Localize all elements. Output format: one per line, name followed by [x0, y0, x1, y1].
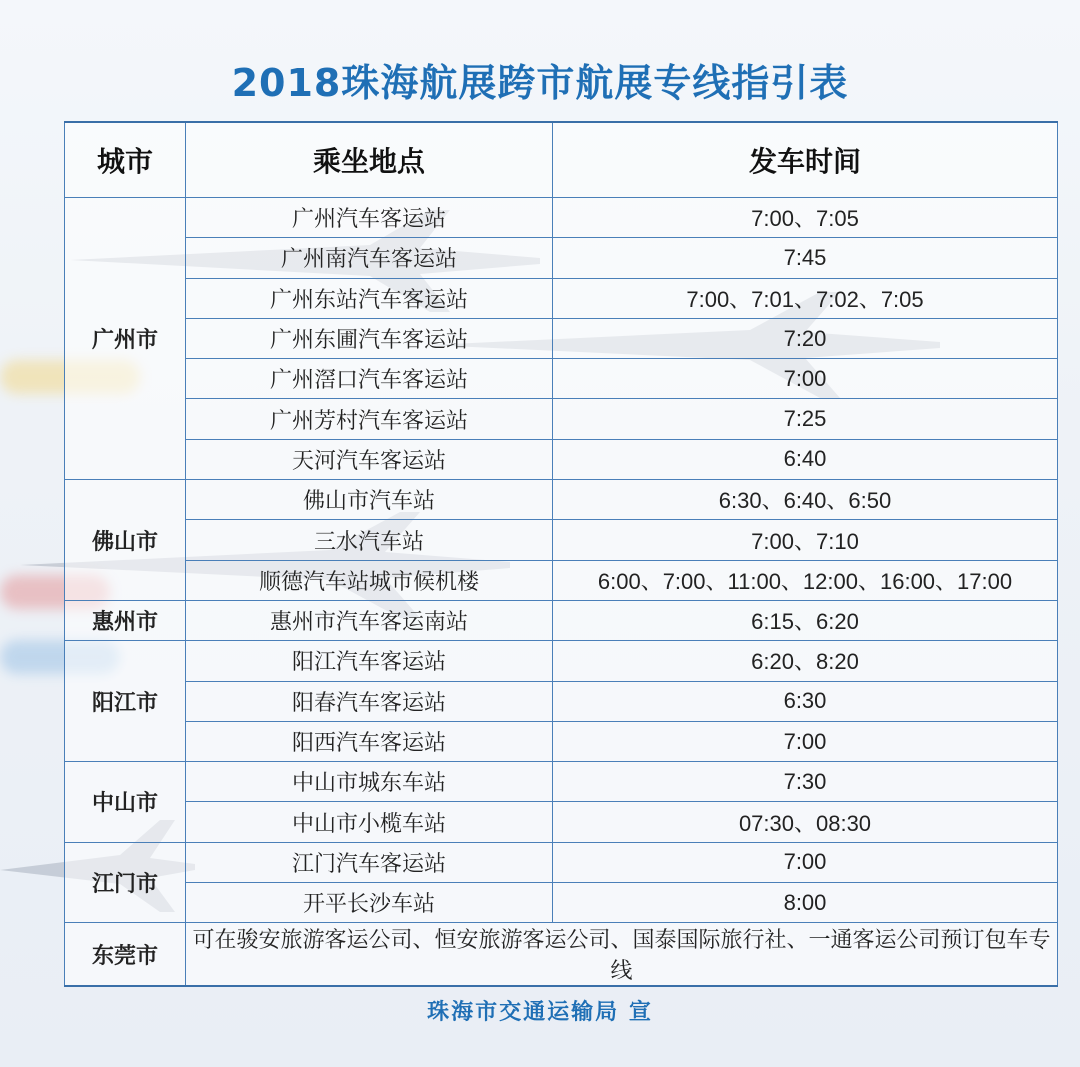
city-cell: 中山市 — [65, 762, 186, 843]
table-row — [65, 560, 1058, 600]
header-time: 发车时间 — [553, 122, 1058, 198]
schedule-table — [64, 121, 1058, 987]
boarding-place-cell: 中山市小榄车站 — [186, 802, 553, 842]
boarding-place-cell: 惠州市汽车客运南站 — [186, 600, 553, 640]
table-row — [65, 439, 1058, 479]
departure-time-cell: 7:45 — [553, 238, 1058, 278]
departure-time-cell: 6:00、7:00、11:00、12:00、16:00、17:00 — [553, 560, 1058, 600]
departure-time-cell: 7:30 — [553, 762, 1058, 802]
city-cell: 佛山市 — [65, 480, 186, 601]
table-row — [65, 318, 1058, 358]
table-row — [65, 359, 1058, 399]
departure-time-cell: 6:30、6:40、6:50 — [553, 480, 1058, 520]
table-row — [65, 480, 1058, 520]
boarding-place-cell: 天河汽车客运站 — [186, 439, 553, 479]
city-cell: 惠州市 — [65, 600, 186, 640]
departure-time-cell: 7:00 — [553, 721, 1058, 761]
table-row — [65, 842, 1058, 882]
boarding-place-cell: 阳江汽车客运站 — [186, 641, 553, 681]
boarding-place-cell: 开平长沙车站 — [186, 883, 553, 923]
header-city: 城市 — [65, 122, 186, 198]
table-row — [65, 238, 1058, 278]
table-header-row — [65, 122, 1058, 198]
table-row-dongguan — [65, 923, 1058, 987]
boarding-place-cell: 广州芳村汽车客运站 — [186, 399, 553, 439]
table-row — [65, 278, 1058, 318]
departure-time-cell: 6:20、8:20 — [553, 641, 1058, 681]
boarding-place-cell: 三水汽车站 — [186, 520, 553, 560]
table-row — [65, 883, 1058, 923]
charter-note-cell: 可在骏安旅游客运公司、恒安旅游客运公司、国泰国际旅行社、一通客运公司预订包车专线 — [186, 923, 1058, 987]
table-row — [65, 198, 1058, 238]
table-row — [65, 600, 1058, 640]
table-row — [65, 681, 1058, 721]
footer-publisher: 珠海市交通运输局 宣 — [427, 1000, 653, 1025]
departure-time-cell: 7:00、7:01、7:02、7:05 — [553, 278, 1058, 318]
departure-time-cell: 6:40 — [553, 439, 1058, 479]
departure-time-cell: 8:00 — [553, 883, 1058, 923]
boarding-place-cell: 佛山市汽车站 — [186, 480, 553, 520]
departure-time-cell: 7:20 — [553, 318, 1058, 358]
departure-time-cell: 6:15、6:20 — [553, 600, 1058, 640]
boarding-place-cell: 江门汽车客运站 — [186, 842, 553, 882]
departure-time-cell: 7:00 — [553, 842, 1058, 882]
departure-time-cell: 7:00、7:10 — [553, 520, 1058, 560]
departure-time-cell: 7:00 — [553, 359, 1058, 399]
table-row — [65, 802, 1058, 842]
boarding-place-cell: 广州汽车客运站 — [186, 198, 553, 238]
boarding-place-cell: 广州滘口汽车客运站 — [186, 359, 553, 399]
table-row — [65, 641, 1058, 681]
boarding-place-cell: 广州南汽车客运站 — [186, 238, 553, 278]
page-title: 2018珠海航展跨市航展专线指引表 — [231, 61, 849, 105]
table-row — [65, 721, 1058, 761]
table-row — [65, 399, 1058, 439]
boarding-place-cell: 阳春汽车客运站 — [186, 681, 553, 721]
departure-time-cell: 7:25 — [553, 399, 1058, 439]
schedule-body — [65, 198, 1058, 987]
city-cell: 东莞市 — [65, 923, 186, 987]
boarding-place-cell: 顺德汽车站城市候机楼 — [186, 560, 553, 600]
departure-time-cell: 7:00、7:05 — [553, 198, 1058, 238]
table-row — [65, 520, 1058, 560]
header-place: 乘坐地点 — [186, 122, 553, 198]
table-row — [65, 762, 1058, 802]
city-cell: 江门市 — [65, 842, 186, 923]
boarding-place-cell: 广州东圃汽车客运站 — [186, 318, 553, 358]
city-cell: 广州市 — [65, 198, 186, 480]
boarding-place-cell: 广州东站汽车客运站 — [186, 278, 553, 318]
boarding-place-cell: 阳西汽车客运站 — [186, 721, 553, 761]
departure-time-cell: 6:30 — [553, 681, 1058, 721]
departure-time-cell: 07:30、08:30 — [553, 802, 1058, 842]
city-cell: 阳江市 — [65, 641, 186, 762]
boarding-place-cell: 中山市城东车站 — [186, 762, 553, 802]
